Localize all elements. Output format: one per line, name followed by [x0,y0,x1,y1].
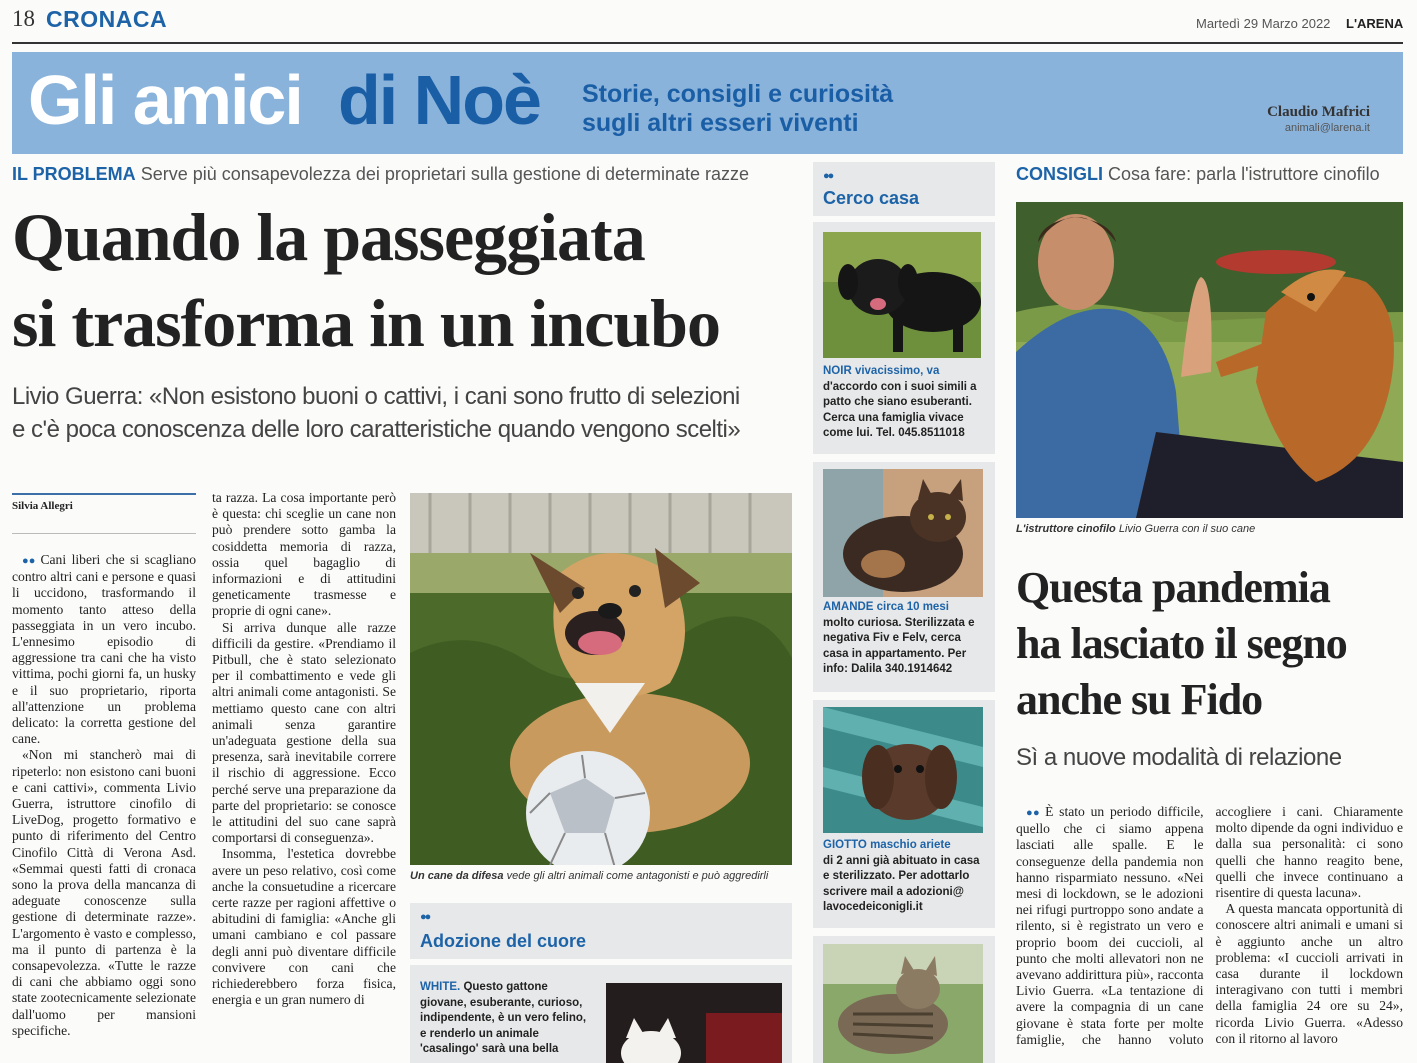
page-number: 18 [12,6,35,31]
side-body-p1: È stato un periodo difficile, quello che ci siamo appena lasciati alle spalle. E le conseguenze della pandemia non hanno risparmiato nessuno. «Nei mesi di lockdown, se le adozioni nei rifugi purtroppo sono andate a rilento, si è registrato un vero e proprio boom dei cuccioli, al punto che molti allevatori non ne avevano addirittura più», racconta Livio Guerra. «La tentazione di avere la compagnia di un cane giovane è stata forte per molte famiglie, che hanno voluto accogliere i cani. Chiaramente molto dipende da ogni individuo e dalla sua personalità: ci sono quelli che hanno reagito bene, quelli che invece continuano a risentire di questa lacuna». [1016,804,1403,1047]
noir-name: NOIR vivacissimo, va [823,365,940,377]
dog-caption-text: vede gli altri animali come antagonisti e può aggredirli [506,870,769,882]
adoption-dots: ●● [420,911,430,923]
adoption-text [420,980,592,1063]
dog-with-ball-image [410,493,792,865]
main-col1-p1: Cani liberi che si scagliano contro altri cani e persone e quasi li uccidono, trasformando il momento tanto atteso della passeggiata in un vero incubo. L'ennesimo episodio di aggressione tra cani che ha visto vittima, pochi giorni fa, un husky e il suo proprietario, riporta all'attenzione un problema delicato: la corretta gestione del cane. [12,552,196,747]
giotto-photo [823,707,983,833]
noir-photo [823,232,981,358]
newspaper-name: L'ARENA [1346,16,1404,31]
tabby-cat-image [823,944,983,1063]
byline-rule [12,493,196,495]
bullet-dots: ●● [22,555,36,567]
side-headline-line-2: ha lasciato il segno [1016,619,1347,668]
banner-subtitle [582,80,893,138]
main-headline [12,194,812,366]
banner-email: animali@larena.it [1284,122,1370,134]
main-col2-p2: Si arriva dunque alle razze difficili da gestire. «Prendiamo il Pitbull, che è stato selezionato per il combattimento e vede gli altri animali come antagonisti. Se mettiamo questo cane con altri animali senza garantire un'adeguata gestione della sua presenza, sarà inevitabile correre il rischio di aggressione. Ecco perché serve una preparazione da parte del proprietario: se conosce le attitudini del suo cane saprà comportarsi di conseguenza». [212,619,396,846]
lop-rabbit-image [823,707,983,833]
banner-title-blue: di Noè [338,61,540,139]
giotto-description: di 2 anni già abituato in casa e sterilizzato. Per adottarlo scrivere mail a adozioni@ lavocedeiconigli.it [823,854,980,913]
amande-description: molto curiosa. Sterilizzata e negativa Fiv e Felv, cerca casa in appartamento. Per info: Dalila 340.1914642 [823,616,975,675]
trainer-caption-text: Livio Guerra con il suo cane [1118,523,1256,535]
trainer-high-five-dog-image [1016,202,1403,518]
header-rule [12,42,1403,44]
dog-photo [410,493,792,865]
adoption-pet-text: Questo gattone giovane, esuberante, curioso, indipendente, è un vero felino, e renderlo un animale 'casalingo' sarà una bella [420,981,587,1055]
section-name: CRONACA [46,6,168,32]
adoption-pet-name: WHITE. [420,981,461,993]
main-body-col-1 [12,552,196,1063]
main-col2-p1: ta razza. La cosa importante però è questa: chi sceglie un cane non può prendere sotto gamba la cosiddetta memoria di razza, ossia quel bagaglio di informazioni e di attitudini geneticamente trasmesse e proprie di ogni cane». [212,490,396,619]
tortoiseshell-cat-image [823,469,983,597]
dog-photo-caption [410,870,810,882]
banner-subtitle-line-2: sugli altri esseri viventi [582,109,859,137]
amande-photo [823,469,983,597]
cerco-casa-dots: ●● [823,170,833,182]
banner-subtitle-line-1: Storie, consigli e curiosità [582,80,894,108]
trainer-photo [1016,202,1403,518]
side-body [1016,804,1403,1063]
tabby-photo [823,944,983,1063]
side-standfirst: Sì a nuove modalità di relazione [1016,744,1342,771]
side-kicker-text: Cosa fare: parla l'istruttore cinofilo [1108,164,1380,184]
main-kicker-text: Serve più consapevolezza dei proprietari sulla gestione di determinate razze [140,164,750,184]
dog-caption-bold: Un cane da difesa [410,870,504,882]
main-body-col-2 [212,490,396,1063]
main-standfirst-line-2: e c'è poca conoscenza delle loro caratteristiche quando vengono scelti» [12,416,741,443]
side-headline [1016,560,1406,728]
side-bullet-dots: ●● [1026,807,1041,819]
banner-title-white: Gli amici [28,61,302,139]
giotto-name: GIOTTO maschio ariete [823,839,951,851]
trainer-caption-bold: L'istruttore cinofilo [1016,523,1116,535]
cerco-casa-header [813,162,995,216]
white-cat-image [606,983,782,1063]
white-cat-photo [606,983,782,1063]
main-headline-line-2: si trasforma in un incubo [12,285,720,361]
main-standfirst [12,380,812,446]
side-headline-line-1: Questa pandemia [1016,563,1330,612]
main-headline-line-1: Quando la passeggiata [12,199,645,275]
adoption-title: Adozione del cuore [420,931,587,951]
main-col2-p3: Insomma, l'estetica dovrebbe avere un peso relativo, così come anche la consuetudine a ricercare certe razze per ragioni affettive o abitudini di famiglia: «Anche gli umani cambiano e col passare degli anni può diventare difficile convivere con cani che richiederebbero forza fisica, energia e un gran numero di [212,846,396,1008]
side-body-p2: A questa mancata opportunità di conoscere altri animali e umani si è aggiunto anche un altro problema: «I cuccioli arrivati in casa durante il lockdown interagivano con tutti i membri della famiglia 24 ore su 24», ricorda Livio Guerra. «Adesso con il ritorno al lavoro [1215,901,1403,1046]
byline: Silvia Allegri [12,500,73,512]
side-headline-line-3: anche su Fido [1016,675,1263,724]
banner-author: Claudio Mafrici [1267,104,1370,120]
black-dog-image [823,232,981,358]
byline-divider [12,533,196,534]
side-kicker-label: CONSIGLI [1016,164,1104,184]
amande-text [823,600,989,678]
adoption-box-header [410,903,792,959]
main-standfirst-line-1: Livio Guerra: «Non esistono buoni o cattivi, i cani sono frutto di selezioni [12,383,740,410]
main-kicker [12,164,802,185]
noir-text [823,364,989,442]
noir-description: d'accordo con i suoi simili a patto che siano esuberanti. Cerca una famiglia vivace come lui. Tel. 045.8511018 [823,380,977,439]
main-kicker-label: IL PROBLEMA [12,164,136,184]
main-col1-p2: «Non mi stancherò mai di ripeterlo: non esistono cani buoni e cani cattivi», commenta Livio Guerra, istruttore cinofilo di LiveDog, progetto formativo e punto di riferimento del Centro Cinofilo Città di Verona Asd. «Semmai questi fatti di cronaca sono la prova della mancanza di adeguate conoscenze sulla gestione di determinate razze». L'argomento è vasto e complesso, ma il punto di partenza è la consapevolezza. «Tutte le razze di cani che abbiamo oggi sono state zootecnicamente selezionate dall'uomo per mansioni specifiche. [12,747,196,1038]
amande-name: AMANDE circa 10 mesi [823,601,949,613]
cerco-casa-title: Cerco casa [823,188,920,208]
trainer-photo-caption [1016,523,1406,535]
side-kicker [1016,164,1406,185]
giotto-text [823,838,989,916]
issue-date: Martedì 29 Marzo 2022 [1196,16,1331,31]
